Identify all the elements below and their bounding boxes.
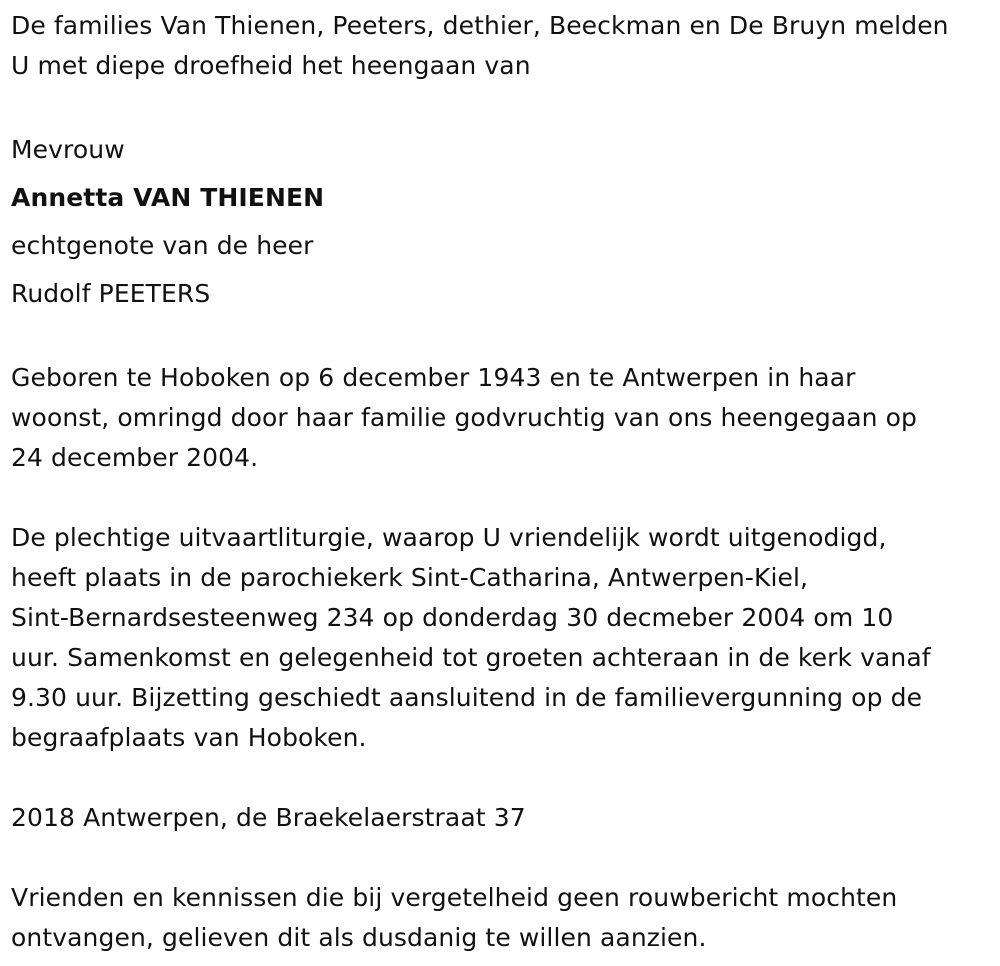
funeral-line: De plechtige uitvaartliturgie, waarop U vriendelijk wordt uitgenodigd, xyxy=(11,523,887,552)
spacer xyxy=(11,838,996,878)
birth-death-line: 24 december 2004. xyxy=(11,443,259,472)
spacer xyxy=(11,758,996,798)
closing-paragraph xyxy=(11,878,996,958)
funeral-line: Sint-Bernardsesteenweg 234 op donderdag 30 decmeber 2004 om 10 xyxy=(11,603,894,632)
funeral-line: 9.30 uur. Bijzetting geschiedt aansluitend in de familievergunning op de xyxy=(11,683,923,712)
address-line: 2018 Antwerpen, de Braekelaerstraat 37 xyxy=(11,803,526,832)
funeral-line: heeft plaats in de parochiekerk Sint-Catharina, Antwerpen-Kiel, xyxy=(11,563,809,592)
spacer xyxy=(11,86,996,126)
funeral-paragraph xyxy=(11,518,996,758)
closing-line: ontvangen, gelieven dit als dusdanig te willen aanzien. xyxy=(11,923,707,952)
birth-death-paragraph xyxy=(11,358,996,478)
birth-death-line: Geboren te Hoboken op 6 december 1943 en te Antwerpen in haar xyxy=(11,363,856,392)
birth-death-line: woonst, omringd door haar familie godvruchtig van ons heengegaan op xyxy=(11,403,918,432)
intro-line: De families Van Thienen, Peeters, dethier, Beeckman en De Bruyn melden xyxy=(11,11,949,40)
intro-line: U met diepe droefheid het heengaan van xyxy=(11,51,531,80)
deceased-relation: echtgenote van de heer xyxy=(11,231,314,260)
spacer xyxy=(11,318,996,358)
death-notice xyxy=(11,6,996,958)
deceased-name: Annetta VAN THIENEN xyxy=(11,183,325,212)
funeral-line: begraafplaats van Hoboken. xyxy=(11,723,367,752)
funeral-line: uur. Samenkomst en gelegenheid tot groeten achteraan in de kerk vanaf xyxy=(11,643,931,672)
deceased-block xyxy=(11,126,996,318)
spacer xyxy=(11,478,996,518)
deceased-spouse: Rudolf PEETERS xyxy=(11,279,211,308)
intro-paragraph xyxy=(11,6,996,86)
closing-line: Vrienden en kennissen die bij vergetelheid geen rouwbericht mochten xyxy=(11,883,898,912)
deceased-title: Mevrouw xyxy=(11,135,125,164)
